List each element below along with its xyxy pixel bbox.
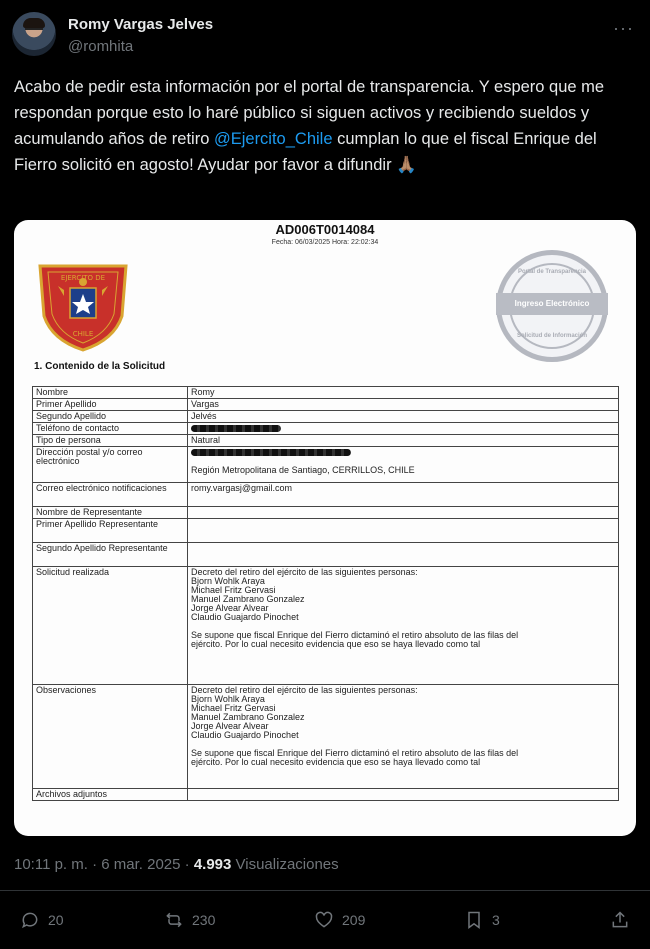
shield-bottom-text: CHILE	[72, 330, 94, 338]
table-row	[33, 423, 619, 435]
reply-count: 20	[48, 912, 64, 928]
row-label: Solicitud realizada	[33, 567, 188, 685]
display-name[interactable]: Romy Vargas Jelves	[68, 16, 214, 33]
row-label: Segundo Apellido Representante	[33, 543, 188, 567]
document-date: Fecha: 06/03/2025 Hora: 22:02:34	[271, 239, 379, 246]
row-value	[188, 567, 619, 685]
tweet-header	[12, 12, 638, 62]
views-count: 4.993	[193, 856, 232, 873]
row-label: Tipo de persona	[33, 435, 188, 447]
request-note: Se supone que fiscal Enrique del Fierro dictaminó el retiro absoluto de las filas del	[191, 630, 519, 640]
request-line: Jorge Alvear Alvear	[191, 603, 269, 613]
row-value	[188, 685, 619, 789]
stamp-band-text: Ingreso Electrónico	[496, 293, 608, 315]
like-button[interactable]	[314, 910, 365, 930]
observation-line: Michael Fritz Gervasi	[191, 703, 276, 713]
bookmark-count: 3	[492, 912, 500, 928]
row-label: Segundo Apellido	[33, 411, 188, 423]
table-row	[33, 483, 619, 507]
table-row	[33, 387, 619, 399]
table-row	[33, 399, 619, 411]
observation-line: Manuel Zambrano Gonzalez	[191, 712, 305, 722]
observation-line: Claudio Guajardo Pinochet	[191, 730, 299, 740]
avatar[interactable]	[12, 12, 56, 56]
table-row	[33, 447, 619, 483]
row-value: Romy	[188, 387, 619, 399]
bookmark-button[interactable]	[464, 910, 500, 930]
row-label: Dirección postal y/o correo electrónico	[33, 447, 188, 483]
stamp-top-text: Portal de Transparencia	[517, 269, 587, 275]
observation-line: Bjorn Wohlk Araya	[191, 694, 265, 704]
reply-icon	[20, 910, 40, 930]
observation-line: Decreto del retiro del ejército de las siguientes personas:	[191, 685, 418, 695]
repost-count: 230	[192, 912, 216, 928]
request-line: Bjorn Wohlk Araya	[191, 576, 265, 586]
row-label: Primer Apellido Representante	[33, 519, 188, 543]
row-value	[188, 789, 619, 801]
redaction-scribble	[191, 425, 281, 432]
repost-icon	[164, 910, 184, 930]
observation-line: Jorge Alvear Alvear	[191, 721, 269, 731]
action-bar	[0, 904, 650, 938]
table-row	[33, 789, 619, 801]
row-label: Teléfono de contacto	[33, 423, 188, 435]
avatar-hair	[23, 18, 45, 28]
observation-note: Se supone que fiscal Enrique del Fierro dictaminó el retiro absoluto de las filas del	[191, 748, 519, 758]
bookmark-icon	[464, 910, 484, 930]
row-value	[188, 423, 619, 435]
table-row	[33, 685, 619, 789]
electronic-stamp	[496, 250, 608, 362]
row-value	[188, 507, 619, 519]
views-label: Visualizaciones	[231, 856, 339, 873]
reply-button[interactable]	[20, 910, 64, 930]
row-value	[188, 447, 619, 483]
mention-link[interactable]: @Ejercito_Chile	[213, 130, 333, 148]
avatar-glasses	[25, 28, 43, 32]
row-label: Primer Apellido	[33, 399, 188, 411]
redaction-scribble	[191, 449, 351, 456]
row-value: romy.vargasj@gmail.com	[188, 483, 619, 507]
row-label: Observaciones	[33, 685, 188, 789]
share-icon	[610, 910, 630, 930]
request-form-table	[32, 386, 619, 801]
attached-image[interactable]	[14, 220, 636, 836]
section-title: 1. Contenido de la Solicitud	[34, 361, 166, 372]
table-row	[33, 435, 619, 447]
address-region: Región Metropolitana de Santiago, CERRILLOS, CHILE	[191, 465, 415, 475]
row-value	[188, 543, 619, 567]
request-line: Michael Fritz Gervasi	[191, 585, 276, 595]
request-line: Manuel Zambrano Gonzalez	[191, 594, 305, 604]
row-value: Vargas	[188, 399, 619, 411]
tweet-text-part-1: Acabo de pedir esta información por el portal de transparencia. Y espero que me respondan porque esto lo haré público si siguen activos y recibiendo sueldos y acumulando años de retiro	[14, 78, 605, 148]
row-value: Natural	[188, 435, 619, 447]
tweet-text	[14, 74, 638, 178]
heart-icon	[314, 910, 334, 930]
table-row	[33, 543, 619, 567]
tweet-meta	[14, 856, 339, 873]
more-options-button[interactable]: ···	[613, 18, 634, 38]
share-button[interactable]	[610, 910, 630, 930]
row-label: Nombre de Representante	[33, 507, 188, 519]
user-handle[interactable]: @romhita	[68, 38, 134, 55]
table-row	[33, 519, 619, 543]
document-code: AD006T0014084	[275, 222, 375, 237]
row-label: Archivos adjuntos	[33, 789, 188, 801]
row-value: Jelvés	[188, 411, 619, 423]
stamp-bottom-text: Solicitud de Información	[516, 333, 587, 339]
like-count: 209	[342, 912, 366, 928]
observation-note: ejército. Por lo cual necesito evidencia que eso se haya llevado como tal	[191, 757, 481, 767]
row-value	[188, 519, 619, 543]
request-note: ejército. Por lo cual necesito evidencia que eso se haya llevado como tal	[191, 639, 481, 649]
table-row	[33, 507, 619, 519]
row-label: Correo electrónico notificaciones	[33, 483, 188, 507]
timestamp[interactable]: 10:11 p. m. · 6 mar. 2025 ·	[14, 856, 194, 873]
table-row	[33, 411, 619, 423]
table-row	[33, 567, 619, 685]
request-line: Decreto del retiro del ejército de las siguientes personas:	[191, 567, 418, 577]
divider	[0, 890, 650, 891]
request-line: Claudio Guajardo Pinochet	[191, 612, 299, 622]
repost-button[interactable]	[164, 910, 215, 930]
shield-top-text: EJERCITO DE	[60, 274, 106, 282]
row-label: Nombre	[33, 387, 188, 399]
tweet-text-part-2: cumplan lo que el fiscal Enrique del Fierro solicitó en agosto! Ayudar por favor a difundir 🙏🏽	[14, 130, 597, 174]
army-shield-logo	[34, 256, 132, 352]
